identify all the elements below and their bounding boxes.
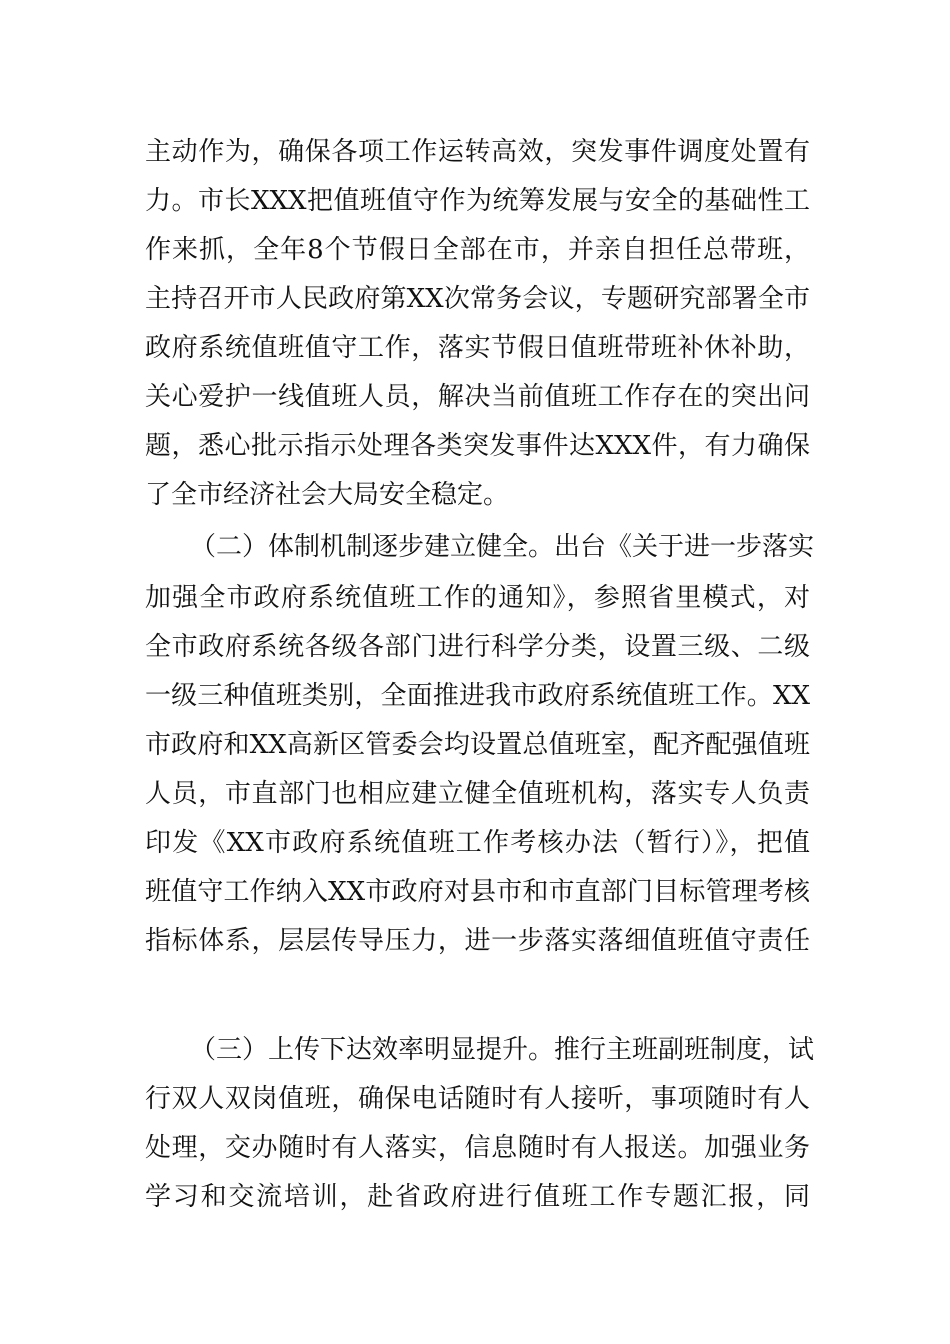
- paragraph-line: 主动作为，确保各项工作运转高效，突发事件调度处置有: [145, 137, 810, 167]
- section-heading-line: （三）上传下达效率明显提升。推行主班副班制度，试: [190, 1035, 815, 1065]
- paragraph-line: 一级三种值班类别，全面推进我市政府系统值班工作。XX: [145, 681, 810, 711]
- paragraph-line: 学习和交流培训，赴省政府进行值班工作专题汇报，同: [145, 1182, 810, 1212]
- paragraph-line: 题，悉心批示指示处理各类突发事件达XXX件，有力确保: [145, 431, 810, 461]
- paragraph-line: 加强全市政府系统值班工作的通知》，参照省里模式，对: [145, 583, 810, 613]
- paragraph-line: 关心爱护一线值班人员，解决当前值班工作存在的突出问: [145, 382, 810, 412]
- paragraph-line: 行双人双岗值班，确保电话随时有人接听，事项随时有人: [145, 1084, 810, 1114]
- paragraph-line: 班值守工作纳入XX市政府对县市和市直部门目标管理考核: [145, 877, 810, 907]
- paragraph-line: 市政府和XX高新区管委会均设置总值班室，配齐配强值班: [145, 730, 810, 760]
- paragraph-line: 力。市长XXX把值班值守作为统筹发展与安全的基础性工: [145, 186, 810, 216]
- paragraph-line: 主持召开市人民政府第XX次常务会议，专题研究部署全市: [145, 284, 810, 314]
- paragraph-line: 政府系统值班值守工作，落实节假日值班带班补休补助，: [145, 333, 810, 363]
- paragraph-line: 印发《XX市政府系统值班工作考核办法（暂行）》，把值: [145, 828, 810, 858]
- paragraph-line: 处理，交办随时有人落实，信息随时有人报送。加强业务: [145, 1133, 810, 1163]
- paragraph-line: 了全市经济社会大局安全稳定。: [145, 480, 510, 510]
- paragraph-line: 作来抓，全年8个节假日全部在市，并亲自担任总带班，: [145, 235, 810, 265]
- paragraph-line: 全市政府系统各级各部门进行科学分类，设置三级、二级: [145, 632, 810, 662]
- paragraph-line: 指标体系，层层传导压力，进一步落实落细值班值守责任: [145, 926, 810, 956]
- section-heading-line: （二）体制机制逐步建立健全。出台《关于进一步落实: [190, 532, 815, 562]
- paragraph-line: 人员，市直部门也相应建立健全值班机构，落实专人负责: [145, 779, 810, 809]
